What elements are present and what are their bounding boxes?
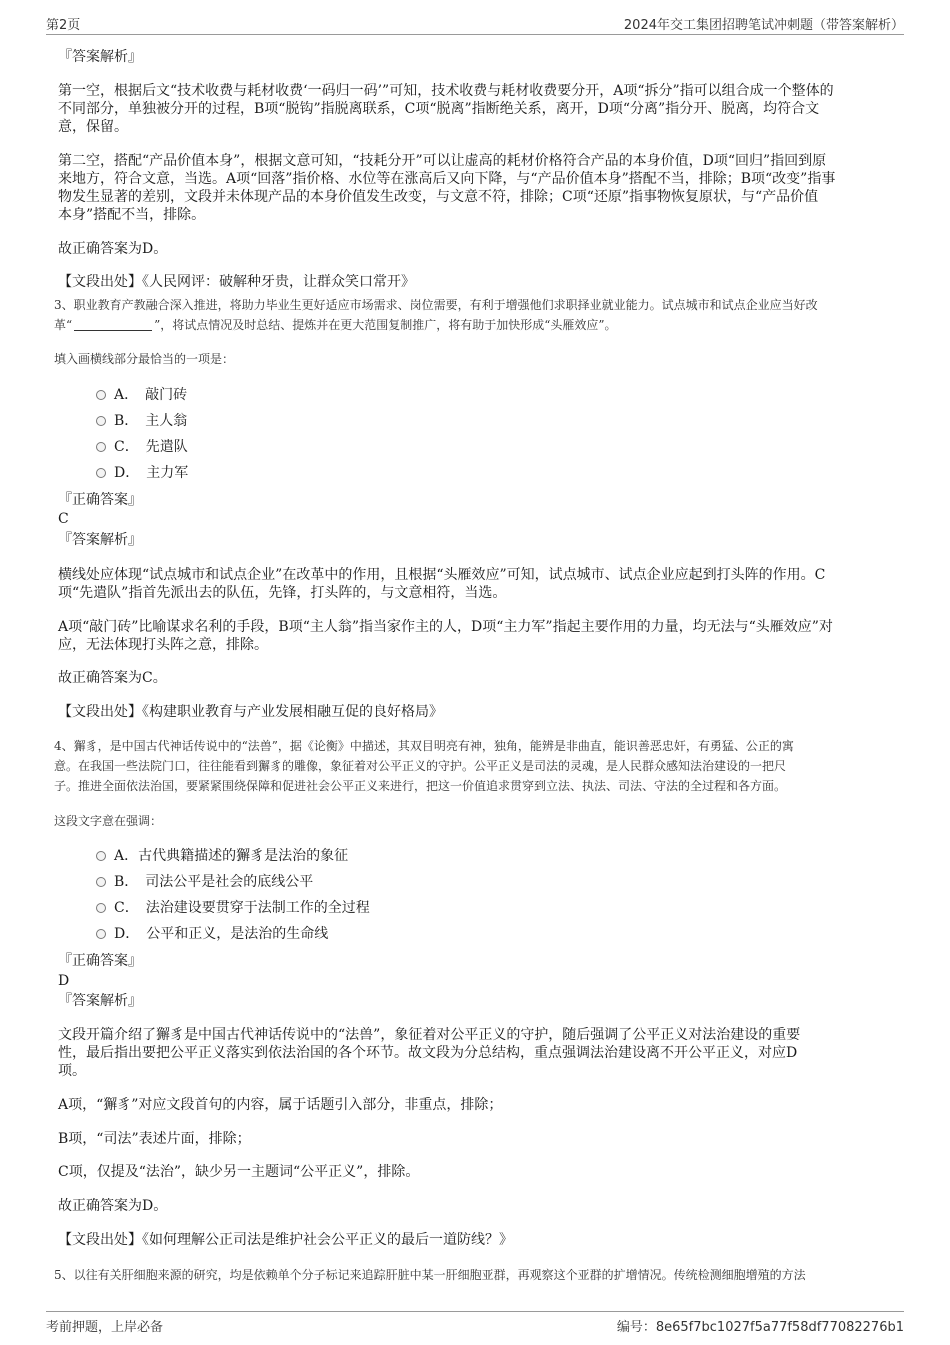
q4-source: 【文段出处】《如何理解公正司法是维护社会公平正义的最后一道防线？》 <box>58 1232 513 1248</box>
q4-option-d[interactable] <box>96 924 328 944</box>
q2-analysis-label: 『答案解析』 <box>58 49 142 65</box>
q2-analysis-line: 物发生显著的差别，文段并未体现产品的本身价值发生改变，与文意不符，排除；C项“还原”指事物恢复原状，与“产品价值 <box>58 189 819 205</box>
radio-icon[interactable] <box>96 877 106 887</box>
q2-analysis-line: 意，保留。 <box>58 119 128 135</box>
q3-option-c[interactable] <box>96 437 188 457</box>
q3-analysis-line: 横线处应体现“试点城市和试点企业”在改革中的作用，且根据“头雁效应”可知，试点城市、试点企业应起到打头阵的作用。C <box>58 567 826 583</box>
option-label: D． 主力军 <box>114 465 189 481</box>
q4-analysis-line: 项。 <box>58 1063 86 1079</box>
option-label: C． 法治建设要贯穿于法制工作的全过程 <box>114 900 370 916</box>
q2-analysis-line: 第一空，根据后文“技术收费与耗材收费‘一码归一码’”可知，技术收费与耗材收费要分开，A项“拆分”指可以组合成一个整体的 <box>58 83 834 99</box>
radio-icon[interactable] <box>96 468 106 478</box>
q4-analysis-line: B项，“司法”表述片面，排除； <box>58 1131 251 1147</box>
radio-icon[interactable] <box>96 390 106 400</box>
page-footer <box>46 1311 904 1336</box>
radio-icon[interactable] <box>96 929 106 939</box>
page-header <box>46 12 904 35</box>
q4-question: 这段文字意在强调： <box>54 814 163 828</box>
radio-icon[interactable] <box>96 903 106 913</box>
q3-stem-line2 <box>54 316 900 335</box>
q4-stem-line: 子。推进全面依法治国，要紧紧围绕保障和促进社会公平正义来进行，把这一价值追求贯穿到立法、执法、司法、守法的全过程和各方面。 <box>54 779 787 793</box>
fill-blank <box>74 318 152 331</box>
q3-option-a[interactable] <box>96 385 187 405</box>
q4-analysis-label: 『答案解析』 <box>58 993 142 1009</box>
q3-answer-label: 『正确答案』 <box>58 492 142 508</box>
q3-option-b[interactable] <box>96 411 187 431</box>
q2-analysis-line: 不同部分，单独被分开的过程，B项“脱钩”指脱离联系，C项“脱离”指断绝关系，离开，D项“分离”指分开、脱离，均符合文 <box>58 101 820 117</box>
q4-option-a[interactable] <box>96 846 348 866</box>
radio-icon[interactable] <box>96 416 106 426</box>
option-label: C． 先遣队 <box>114 439 188 455</box>
q3-question: 填入画横线部分最恰当的一项是： <box>54 352 235 366</box>
q3-option-d[interactable] <box>96 463 188 483</box>
page-number: 第2页 <box>46 18 81 33</box>
q4-answer: D <box>58 973 70 989</box>
q4-analysis-line: A项，“獬豸”对应文段首句的内容，属于话题引入部分，非重点，排除； <box>58 1097 503 1113</box>
q3-stem-start: 革“ <box>54 318 73 332</box>
q3-analysis-label: 『答案解析』 <box>58 532 142 548</box>
q5-stem: 5、以往有关肝细胞来源的研究，均是依赖单个分子标记来追踪肝脏中某一肝细胞亚群，再观察这个亚群的扩增情况。传统检测细胞增殖的方法 <box>54 1268 806 1282</box>
q3-analysis-line: 项“先遣队”指首先派出去的队伍，先锋，打头阵的，与文意相符，当选。 <box>58 585 507 601</box>
q3-source: 【文段出处】《构建职业教育与产业发展相融互促的良好格局》 <box>58 704 443 720</box>
option-label: B． 司法公平是社会的底线公平 <box>114 874 314 890</box>
q3-stem-end: ”，将试点情况及时总结、提炼并在更大范围复制推广，将有助于加快形成“头雁效应”。 <box>154 318 617 332</box>
q4-stem-line: 4、獬豸，是中国古代神话传说中的“法兽”，据《论衡》中描述，其双目明亮有神，独角，能辨是非曲直，能识善恶忠奸，有勇猛、公正的寓 <box>54 739 794 753</box>
option-label: B． 主人翁 <box>114 413 188 429</box>
q2-source: 【文段出处】《人民网评：破解种牙贵，让群众笑口常开》 <box>58 274 415 290</box>
q4-analysis-line: C项，仅提及“法治”，缺少另一主题词“公平正义”，排除。 <box>58 1164 420 1180</box>
q2-analysis-line: 来地方，符合文意，当选。A项“回落”指价格、水位等在涨高后又向下降，与“产品价值本身”搭配不当，排除；B项“改变”指事 <box>58 171 836 187</box>
q2-analysis-line: 第二空，搭配“产品价值本身”，根据文意可知，“技耗分开”可以让虚高的耗材价格符合产品的本身价值，D项“回归”指回到原 <box>58 153 827 169</box>
q4-analysis-line: 文段开篇介绍了獬豸是中国古代神话传说中的“法兽”，象征着对公平正义的守护，随后强调了公平正义对法治建设的重要 <box>58 1027 801 1043</box>
q4-conclusion: 故正确答案为D。 <box>58 1198 168 1214</box>
document-code: 编号：8e65f7bc1027f5a77f58df77082276b1 <box>616 1320 904 1335</box>
q2-conclusion: 故正确答案为D。 <box>58 241 168 257</box>
q3-answer: C <box>58 511 69 527</box>
q4-answer-label: 『正确答案』 <box>58 953 142 969</box>
option-label: D． 公平和正义，是法治的生命线 <box>114 926 329 942</box>
q4-stem-line: 意。在我国一些法院门口，往往能看到獬豸的雕像，象征着对公平正义的守护。公平正义是司法的灵魂，是人民群众感知法治建设的一把尺 <box>54 759 787 773</box>
q4-analysis-line: 性，最后指出要把公平正义落实到依法治国的各个环节。故文段为分总结构，重点强调法治建设离不开公平正义，对应D <box>58 1045 798 1061</box>
q4-option-c[interactable] <box>96 898 370 918</box>
radio-icon[interactable] <box>96 442 106 452</box>
q3-analysis-line: 应，无法体现打头阵之意，排除。 <box>58 637 268 653</box>
radio-icon[interactable] <box>96 851 106 861</box>
option-label: A． 敲门砖 <box>114 387 188 403</box>
document-title: 2024年交工集团招聘笔试冲刺题（带答案解析） <box>623 18 904 33</box>
q4-option-b[interactable] <box>96 872 313 892</box>
q3-conclusion: 故正确答案为C。 <box>58 670 167 686</box>
q3-stem: 3、职业教育产教融合深入推进，将助力毕业生更好适应市场需求、岗位需要，有利于增强他们求职择业就业能力。试点城市和试点企业应当好改 <box>54 298 818 312</box>
footer-slogan: 考前押题，上岸必备 <box>46 1320 164 1335</box>
q2-analysis-line: 本身”搭配不当，排除。 <box>58 207 206 223</box>
q3-analysis-line: A项“敲门砖”比喻谋求名利的手段，B项“主人翁”指当家作主的人，D项“主力军”指起主要作用的力量，均无法与“头雁效应”对 <box>58 619 833 635</box>
option-label: A．古代典籍描述的獬豸是法治的象征 <box>114 848 349 864</box>
